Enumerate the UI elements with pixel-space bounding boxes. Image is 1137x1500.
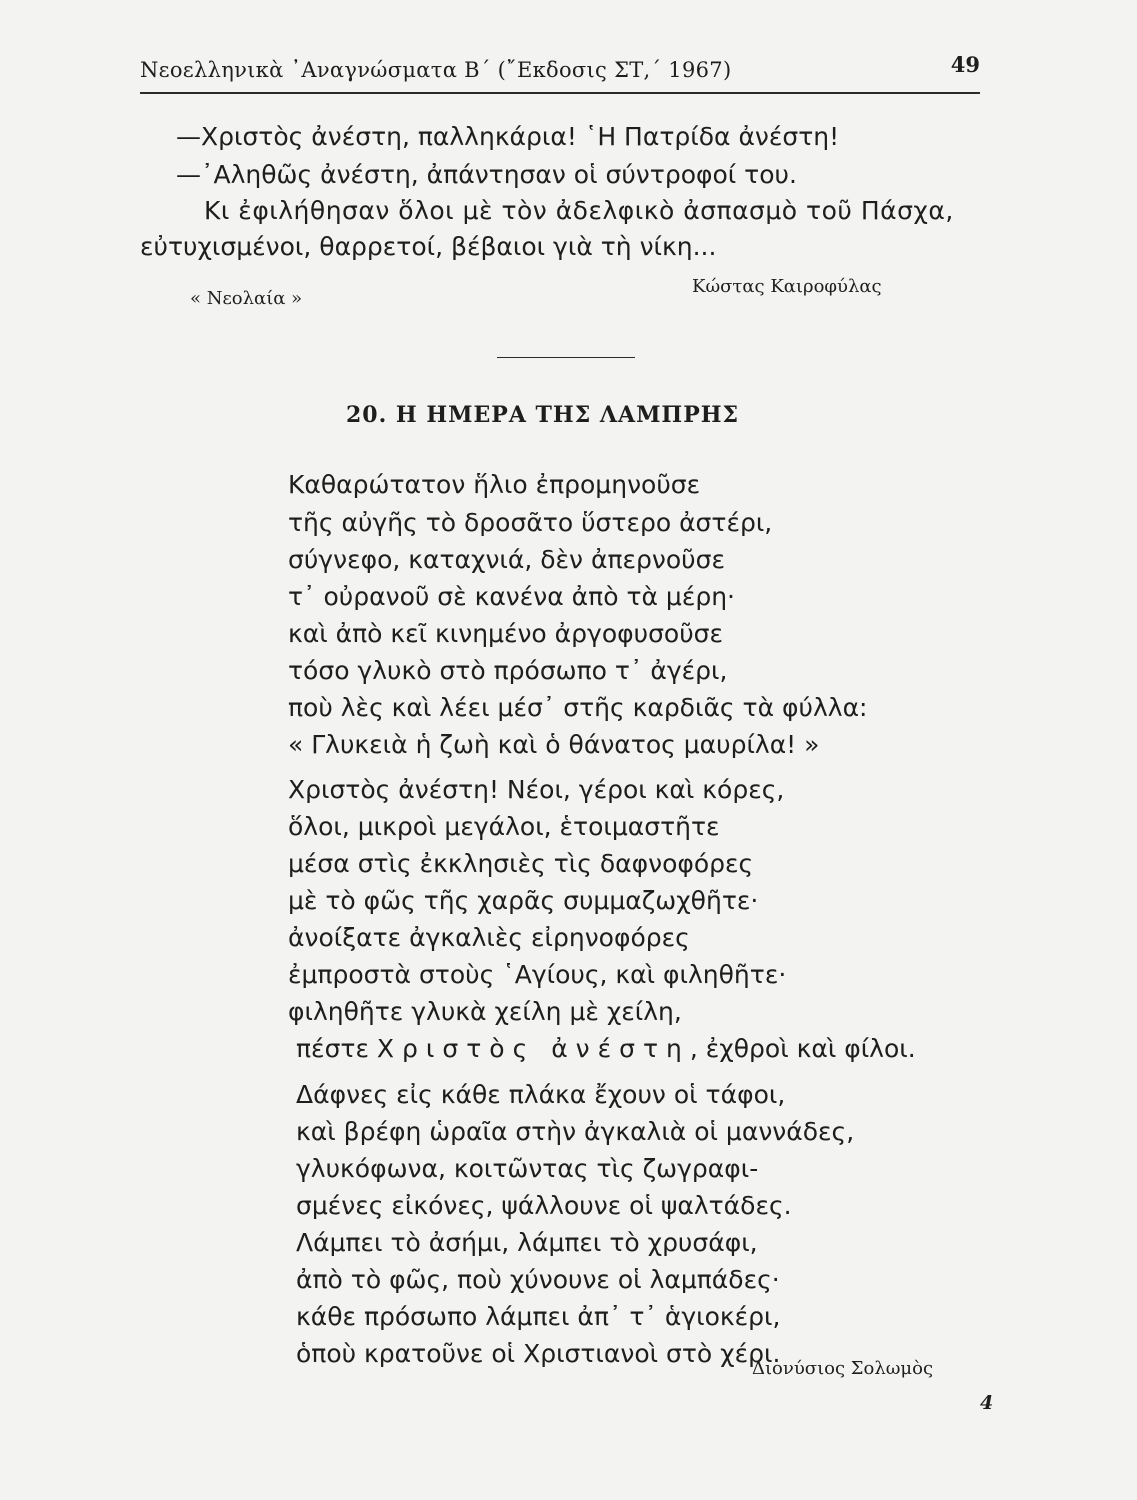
section-divider bbox=[497, 357, 635, 358]
poem-line-emphasis bbox=[296, 1034, 916, 1064]
poem-line: « Γλυκειὰ ἡ ζωὴ καὶ ὁ θάνατος μαυρίλα! » bbox=[288, 730, 820, 759]
source-citation: « Νεολαία » bbox=[190, 288, 303, 309]
running-header bbox=[140, 52, 980, 94]
section-title: 20. Η ΗΜΕΡΑ ΤΗΣ ΛΑΜΠΡΗΣ bbox=[346, 402, 740, 428]
poem-line: μέσα στὶς ἐκκλησιὲς τὶς δαφνοφόρες bbox=[288, 849, 754, 878]
prose-line-2: —᾿Αληθῶς ἀνέστη, ἀπάντησαν οἱ σύντροφοί του. bbox=[176, 160, 797, 189]
prose-line-4: εὐτυχισμένοι, θαρρετοί, βέβαιοι γιὰ τὴ νίκη... bbox=[140, 232, 717, 261]
poem-line: ἐμπροστὰ στοὺς ῾Αγίους, καὶ φιληθῆτε· bbox=[288, 960, 787, 989]
poem-line: καὶ βρέφη ὡραῖα στὴν ἀγκαλιὰ οἱ μαννάδες, bbox=[296, 1117, 855, 1146]
poem-line: τ᾿ οὐρανοῦ σὲ κανένα ἀπὸ τὰ μέρη· bbox=[288, 582, 735, 611]
previous-author: Κώστας Καιροφύλας bbox=[692, 276, 882, 297]
poem-line: ὁποὺ κρατοῦνε οἱ Χριστιανοὶ στὸ χέρι. bbox=[296, 1339, 781, 1368]
poem-author: Διονύσιος Σολωμὸς bbox=[752, 1358, 934, 1379]
poem-line: σμένες εἰκόνες, ψάλλουνε οἱ ψαλτάδες. bbox=[296, 1191, 792, 1220]
poem-line: ὅλοι, μικροὶ μεγάλοι, ἑτοιμαστῆτε bbox=[288, 812, 720, 841]
poem-line: Δάφνες εἰς κάθε πλάκα ἔχουν οἱ τάφοι, bbox=[296, 1080, 786, 1109]
poem-line: σύγνεφο, καταχνιά, δὲν ἀπερνοῦσε bbox=[288, 545, 725, 574]
poem-line: ἀνοίξατε ἀγκαλιὲς εἰρηνοφόρες bbox=[288, 923, 690, 952]
poem-line: κάθε πρόσωπο λάμπει ἀπ᾿ τ᾿ ἁγιοκέρι, bbox=[296, 1302, 781, 1331]
poem-line: τόσο γλυκὸ στὸ πρόσωπο τ᾿ ἀγέρι, bbox=[288, 656, 728, 685]
poem-line: μὲ τὸ φῶς τῆς χαρᾶς συμμαζωχθῆτε· bbox=[288, 886, 759, 915]
poem-line-after: , ἐχθροὶ καὶ φίλοι. bbox=[689, 1034, 916, 1063]
page-number: 49 bbox=[950, 52, 980, 77]
poem-line: Λάμπει τὸ ἀσήμι, λάμπει τὸ χρυσάφι, bbox=[296, 1228, 758, 1257]
poem-line-before: πέστε bbox=[296, 1034, 377, 1063]
poem-line: Χριστὸς ἀνέστη! Νέοι, γέροι καὶ κόρες, bbox=[288, 775, 785, 804]
poem-line: ἀπὸ τὸ φῶς, ποὺ χύνουνε οἱ λαμπάδες· bbox=[296, 1265, 780, 1294]
poem-line: γλυκόφωνα, κοιτῶντας τὶς ζωγραφι- bbox=[296, 1154, 759, 1183]
spaced-phrase: Χριστὸς ἀνέστη bbox=[376, 1034, 690, 1063]
poem-line: φιληθῆτε γλυκὰ χείλη μὲ χείλη, bbox=[288, 997, 682, 1026]
prose-line-1: —Χριστὸς ἀνέστη, παλληκάρια! ῾Η Πατρίδα ἀνέστη! bbox=[176, 122, 840, 151]
poem-line: Καθαρώτατον ἥλιο ἐπρομηνοῦσε bbox=[288, 470, 701, 499]
signature-mark: 4 bbox=[980, 1392, 994, 1414]
poem-line: ποὺ λὲς καὶ λέει μέσ᾿ στῆς καρδιᾶς τὰ φύλλα: bbox=[288, 693, 868, 722]
prose-line-3: Κι ἐφιλήθησαν ὅλοι μὲ τὸν ἀδελφικὸ ἀσπασμὸ τοῦ Πάσχα, bbox=[204, 196, 954, 225]
poem-line: τῆς αὐγῆς τὸ δροσᾶτο ὕστερο ἀστέρι, bbox=[288, 508, 773, 537]
book-title: Νεοελληνικὰ ᾿Αναγνώσματα Β΄ (῎Εκδοσις ΣΤ,΄ 1967) bbox=[140, 58, 732, 82]
poem-line: καὶ ἀπὸ κεῖ κινημένο ἀργοφυσοῦσε bbox=[288, 619, 724, 648]
